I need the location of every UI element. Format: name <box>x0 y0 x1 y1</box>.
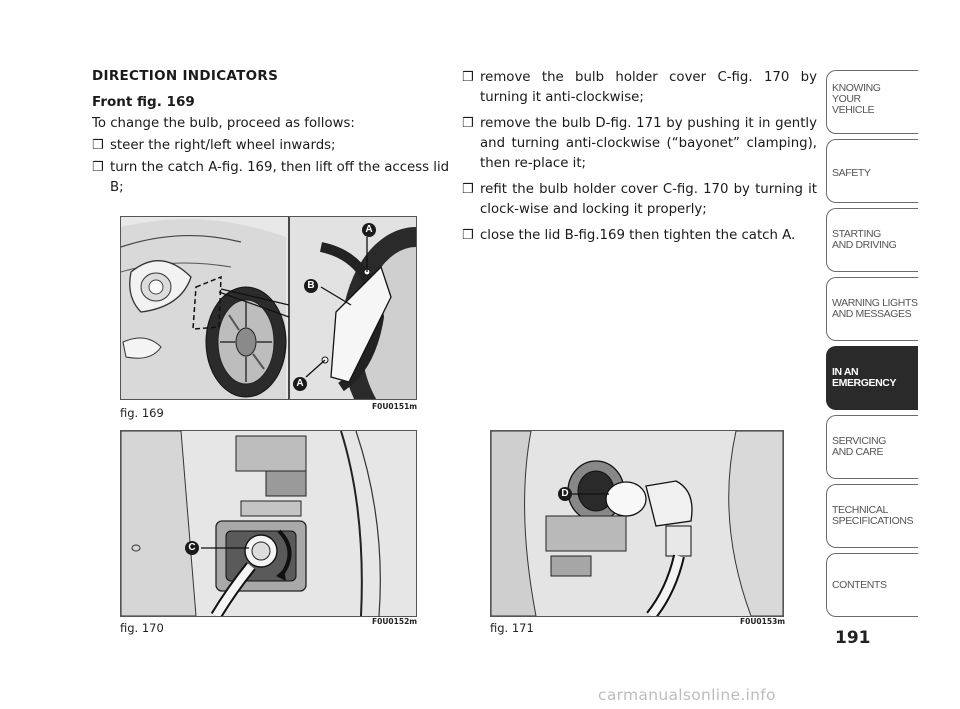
checkbox-bullet-icon: ❒ <box>462 228 474 243</box>
intro-text: To change the bulb, proceed as follows: <box>92 116 355 131</box>
step-item: ❒ close the lid B-fig.169 then tighten the catch A. <box>462 226 817 246</box>
right-column <box>462 68 817 252</box>
tab-warning-lights-and-messages[interactable]: WARNING LIGHTS AND MESSAGES <box>826 277 918 341</box>
checkbox-bullet-icon: ❒ <box>462 182 474 197</box>
tab-technical-specifications[interactable]: TECHNICAL SPECIFICATIONS <box>826 484 918 548</box>
figure-169-illustration <box>120 216 417 400</box>
tab-servicing-and-care[interactable]: SERVICING AND CARE <box>826 415 918 479</box>
tab-contents[interactable]: CONTENTS <box>826 553 918 617</box>
page-number: 191 <box>835 628 871 648</box>
step-item: ❒ remove the bulb D-fig. 171 by pushing it in gently and turning anti-clockwise (“bayonet” clamping), then re-place it; <box>462 114 817 174</box>
watermark-text: carmanualsonline.info <box>598 686 776 704</box>
tab-safety[interactable]: SAFETY <box>826 139 918 203</box>
figure-171-code: F0U0153m <box>740 617 786 626</box>
callout-a-top: A <box>362 223 376 237</box>
callout-b: B <box>304 279 318 293</box>
figure-170-illustration <box>120 430 417 617</box>
step-item: ❒ steer the right/left wheel inwards; <box>92 136 452 156</box>
checkbox-bullet-icon: ❒ <box>462 116 474 131</box>
subsection-title: Front fig. 169 <box>92 94 195 110</box>
step-item: ❒ turn the catch A-fig. 169, then lift off the access lid B; <box>92 158 452 198</box>
left-column <box>92 68 452 200</box>
section-title: DIRECTION INDICATORS <box>92 68 279 84</box>
step-item: ❒ remove the bulb holder cover C-fig. 170 by turning it anti-clockwise; <box>462 68 817 108</box>
callout-d: D <box>558 487 572 501</box>
figure-169-caption: fig. 169 <box>120 406 164 420</box>
callout-a-bottom: A <box>293 377 307 391</box>
tab-in-an-emergency[interactable]: IN AN EMERGENCY <box>826 346 918 410</box>
figure-171-caption: fig. 171 <box>490 621 534 635</box>
step-item: ❒ refit the bulb holder cover C-fig. 170 by turning it clock-wise and locking it properly; <box>462 180 817 220</box>
figure-171-illustration <box>490 430 784 617</box>
checkbox-bullet-icon: ❒ <box>92 160 104 175</box>
callout-c: C <box>185 541 199 555</box>
checkbox-bullet-icon: ❒ <box>92 138 104 153</box>
figure-170-code: F0U0152m <box>372 617 418 626</box>
figure-170-caption: fig. 170 <box>120 621 164 635</box>
checkbox-bullet-icon: ❒ <box>462 70 474 85</box>
tab-knowing-your-vehicle[interactable]: KNOWING YOUR VEHICLE <box>826 70 918 134</box>
figure-169-code: F0U0151m <box>372 402 418 411</box>
tab-starting-and-driving[interactable]: STARTING AND DRIVING <box>826 208 918 272</box>
